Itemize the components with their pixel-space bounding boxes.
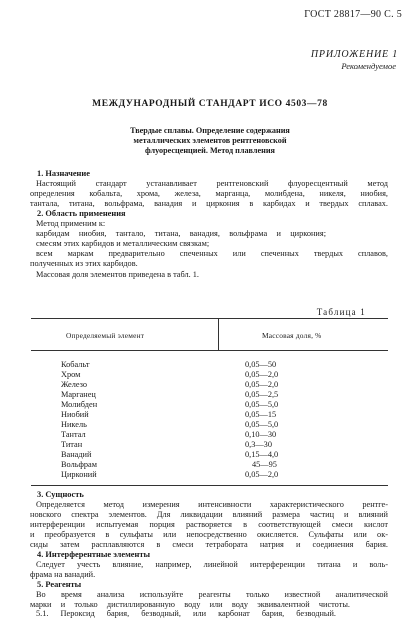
section-heading-scope: 2. Область применения xyxy=(37,209,126,218)
subtitle-line: металлических элементов рентгеновской xyxy=(133,136,287,145)
mass-fraction-cell: 0,05—2,5 xyxy=(245,390,279,399)
element-cell: Вольфрам xyxy=(61,460,97,469)
mass-fraction-cell: 0,05—50 xyxy=(245,360,277,369)
paragraph-line: новского спектра элементов. Для ликвидации влияний размера частиц и влияний xyxy=(30,510,388,519)
table-caption: Таблица 1 xyxy=(316,307,366,317)
element-cell: Железо xyxy=(61,380,87,389)
paragraph-line: Массовая доля элементов приведена в табл. 1. xyxy=(36,270,200,279)
paragraph-line: и преобразуется в сульфаты или непосредственно окисляется. Сульфаты или ок- xyxy=(30,530,388,539)
paragraph-line: Во время анализа используйте реагенты только известной аналитической xyxy=(36,590,388,599)
table-top-rule xyxy=(31,318,388,319)
element-cell: Хром xyxy=(61,370,81,379)
appendix-title: ПРИЛОЖЕНИЕ 1 xyxy=(310,49,398,60)
mass-fraction-cell: 0,15—4,0 xyxy=(245,450,279,459)
appendix-status: Рекомендуемое xyxy=(341,61,396,71)
element-cell: Ниобий xyxy=(61,410,89,419)
element-cell: Титан xyxy=(61,440,83,449)
mass-fraction-cell: 0,05—5,0 xyxy=(245,420,279,429)
element-cell: Молибден xyxy=(61,400,98,409)
paragraph-line: Определяется метод измерения интенсивности характеристического рентге- xyxy=(36,500,388,509)
standard-title: МЕЖДУНАРОДНЫЙ СТАНДАРТ ИСО 4503—78 xyxy=(92,99,328,109)
paragraph-line: марки и только дистиллированную воду или воду эквивалентной чистоты. xyxy=(30,600,350,609)
element-cell: Марганец xyxy=(61,390,96,399)
mass-fraction-cell: 0,3—30 xyxy=(245,440,272,449)
table-header-rule xyxy=(31,350,388,351)
paragraph-line: сиды затем расплавляются в смеси тетрабората натрия и соединения бария. xyxy=(30,540,388,549)
paragraph-line: тантала, титана, вольфрама, ванадия и циркония в карбидах и твердых сплавах. xyxy=(30,199,388,208)
table-header-element: Определяемый элемент xyxy=(66,331,145,340)
element-cell: Никель xyxy=(61,420,87,429)
subtitle-line: Твердые сплавы. Определение содержания xyxy=(130,126,290,135)
section-heading-purpose: 1. Назначение xyxy=(37,169,90,178)
page-header-doc-id: ГОСТ 28817—90 С. 5 xyxy=(304,9,402,20)
paragraph-line: смесям этих карбидов и металлическим связкам; xyxy=(36,239,210,248)
paragraph-line: интерференции испытуемая порция растворяется в соответствующей смеси кислот xyxy=(30,520,388,529)
paragraph-line: Настоящий стандарт устанавливает рентгеновский флуоресцентный метод xyxy=(36,179,388,188)
mass-fraction-cell: 0,05—2,0 xyxy=(245,470,279,479)
mass-fraction-cell: 0,10—30 xyxy=(245,430,277,439)
paragraph-line: Метод применим к: xyxy=(36,219,106,228)
section-heading-principle: 3. Сущность xyxy=(37,490,84,499)
paragraph-line: карбидам ниобия, тантало, титана, ванадия, вольфрама и циркония; xyxy=(36,229,326,238)
element-cell: Цирконий xyxy=(61,470,97,479)
subtitle-line: флуоресценцией. Метод плавления xyxy=(145,146,275,155)
mass-fraction-cell: 0,05—15 xyxy=(245,410,277,419)
section-heading-interfering-elements: 4. Интерферентные элементы xyxy=(37,550,150,559)
mass-fraction-cell: 0,05—2,0 xyxy=(245,370,279,379)
paragraph-line: фрама на ванадий. xyxy=(30,570,96,579)
table-bottom-rule xyxy=(31,485,388,486)
paragraph-line: Следует учесть влияние, например, линейной интерференции титана и воль- xyxy=(36,560,388,569)
element-cell: Тантал xyxy=(61,430,86,439)
mass-fraction-cell: 45—95 xyxy=(252,460,277,469)
mass-fraction-cell: 0,05—2,0 xyxy=(245,380,279,389)
table-column-divider xyxy=(218,318,219,350)
paragraph-line: всем маркам предварительно спеченных или спеченных твердых сплавов, xyxy=(36,249,388,258)
mass-fraction-cell: 0,05—5,0 xyxy=(245,400,279,409)
paragraph-line: определения кобальта, хрома, железа, марганца, молибдена, никеля, ниобия, xyxy=(30,189,388,198)
element-cell: Кобальт xyxy=(61,360,90,369)
section-heading-reagents: 5. Реагенты xyxy=(37,580,82,589)
table-header-mass-fraction: Массовая доля, % xyxy=(262,331,322,340)
paragraph-line: 5.1. Пероксид бария, безводный, или карбонат бария, безводный. xyxy=(36,609,336,618)
paragraph-line: полученных из этих карбидов. xyxy=(30,259,138,268)
element-cell: Ванадий xyxy=(61,450,92,459)
